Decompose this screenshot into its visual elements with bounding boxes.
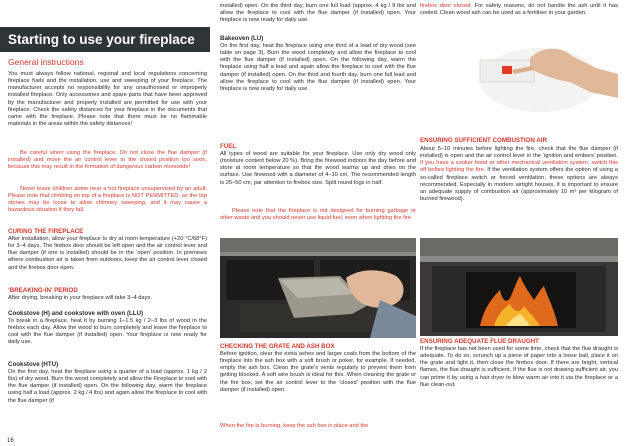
- combustion-air-intro: About 5–10 minutes before lighting the fire, check that the flue damper (if installed) is open and the air control lever in the ‘ignition and embers’ position.: [420, 146, 618, 160]
- ash-safety-paragraph: [420, 3, 618, 17]
- bakeoven-paragraph: On the first day, heat the fireplace using one third of a load of dry wood (see table on page 3). Burn the wood completely and allow the fireplace to cool with the flue damper (if installed) open. On the following day, warm the fireplace using half a load and again allow the fireplace to cool with the flue damper (if installed) open. On the third and fourth day, burn one full load and allow the fireplace to cool with the flue damper (if installed) open. Your fireplace is now ready for daily use.: [220, 43, 416, 92]
- intro-paragraph: You must always follow national, regional and local regulations concerning fireplace fuels and the installation, use and sweeping of your fireplace. The manufacturer accepts no responsibility for any unauthorised or improperly installed fireplace. Only accessories and spare parts that have been approved by the manufacturer and properly installed are permitted for use with your fireplace. Check the safety distances for your fireplace in the documents that came with the fireplace. Please note that there must be no flammable materials in the areas within the safety distances!: [8, 71, 207, 128]
- combustion-air-paragraph: [420, 146, 618, 203]
- heading-curing: CURING THE FIREPLACE: [8, 228, 84, 235]
- section-subtitle: General instructions: [8, 57, 84, 67]
- hand-on-wall-control-photo: [420, 22, 618, 132]
- cookstove-htu-paragraph: On the first day, heat the fireplace using a quarter of a load (approx. 1 kg / 2 lbs) of dry wood. Burn the wood completely and allow the Fireplace to cool with the flue damper (if installed) open. On the following day, warm the fireplace using half a load (approx. 2 kg / 4 lbs) and again allow the fireplace to cool with the flue damper (if: [8, 369, 207, 404]
- page-number: 16: [7, 438, 14, 444]
- ash-safety-text: For safety reasons, do not handle the ash until it has cooled. Clean wood ash can be used as a fertiliser in your garden.: [420, 3, 618, 17]
- grate-paragraph: Before ignition, clear the extra ashes and larger coals from the bottom of the fireplace into the ash box with a soft brush or poker, for example. If needed, empty the ash box. Clean the grate’s vents regularly to prevent them from getting blocked. A soft wire brush is ideal for this. When cleaning the grate or the fire box, set the air control lever to the ‘closed’ position with the flue damper (if installed) open.: [220, 351, 416, 393]
- cookstove-paragraph: To break in a fireplace, heat it by burning 1–1.5 kg / 2–3 lbs of wood in the firebox each day. Allow the wood to burn completely and leave the fireplace to cool with the flue damper (if installed) open. Your fireplace is now ready for daily use.: [8, 318, 207, 346]
- page-title: Starting to use your fireplace: [8, 32, 195, 47]
- heading-flue-draught: ENSURING ADEQUATE FLUE DRAUGHT: [420, 338, 539, 345]
- title-banner: [0, 27, 210, 52]
- heading-combustion-air: ENSURING SUFFICIENT COMBUSTION AIR: [420, 137, 547, 144]
- heading-breaking-in: ‘BREAKING-IN’ PERIOD: [8, 287, 78, 294]
- heading-cookstove: Cookstove (H) and cookstove with oven (LLU): [8, 310, 144, 317]
- heading-cookstove-htu: Cookstove (HTU): [8, 361, 59, 368]
- grate-warning: When the fire is burning, keep the ash box in place and the: [220, 423, 369, 429]
- breaking-in-paragraph: After drying, breaking in your fireplace will take 3–4 days.: [8, 295, 152, 301]
- warning-children: Never leave children alone near a hot fireplace unsupervised by an adult. Please note that climbing on top of a fireplace is NOT PERMITTED, as the top stones may be loose to allow chimney sweeping, and it may cause a hazardous situation if they fall.: [8, 186, 207, 214]
- cooker-hood-warning: If you have a cooker hood or other mechanical ventilation system, switch this off before lighting the fire.: [420, 160, 618, 174]
- heading-bakeoven: Bakeoven (LU): [220, 35, 264, 42]
- fuel-warning: Please note that the fireplace is not designed for burning garbage or other waste and you should never use liquid fuel, even when lighting the fire.: [220, 208, 416, 222]
- curing-paragraph: After installation, allow your fireplace to dry at room temperature (+20 °C/68°F) for 3–4 days. The firebox door should be left open and the air control lever and flue damper (if one is installed) should be in the ‘open’ position. In premises where combustion air is taken from outdoors, keep the air control lever closed and the firebox door open.: [8, 236, 207, 271]
- flue-draught-paragraph: If the fireplace has not been used for some time, check that the flue draught is adequate. To do so, scrunch up a piece of paper into a loose ball, place it on the grate and light it, then close the firebox door. If there are bright, vertical flames, the flue draught is sufficient. If the flue is not drawing sufficient air, you can prime it by using a hair dryer to blow warm air into it via the fireplace or a flue clean-out.: [420, 346, 618, 388]
- combustion-air-ventilation: If the ventilation system offers the option of using a so-called fireplace switch or forced ventilation, these options are always recommended. Especially in modern airtight houses, it is important to ensure an adequate supply of combustion air (approximately 10 m³ per kilogram of burned firewood).: [420, 167, 618, 203]
- heading-fuel: FUEL: [220, 143, 237, 150]
- fuel-paragraph: All types of wood are suitable for your fireplace. Use only dry wood only (moisture content below 20 %). Bring the firewood indoors the day before and store at room temperature so that the wood warms up and dries on the surface. Use firewood with a diameter of 4–10 cm. The recommended length is 25–50 cm, par attention to firebox size. Split round logs in half.: [220, 151, 416, 186]
- fireplace-with-fire-photo: [420, 238, 618, 336]
- heading-grate-ash-box: CHECKING THE GRATE AND ASH BOX: [220, 343, 335, 350]
- firebox-door-closed-text: firebox door closed.: [420, 3, 472, 9]
- htu-continued-paragraph: installed) open. On the third day, burn one full load (approx. 4 kg / 9 lbs and allow the fireplace to cool with the flue damper (if installed) open. Your fireplace is now ready for daily use.: [220, 3, 416, 24]
- warning-carbon-monoxide: Be careful when using the fireplace. Do not close the flue damper (if installed) and move the air control lever to the closed position too soon, because this may result in the formation of dangerous carbon monoxide!: [8, 150, 207, 171]
- hand-with-ash-box-photo: [220, 238, 416, 338]
